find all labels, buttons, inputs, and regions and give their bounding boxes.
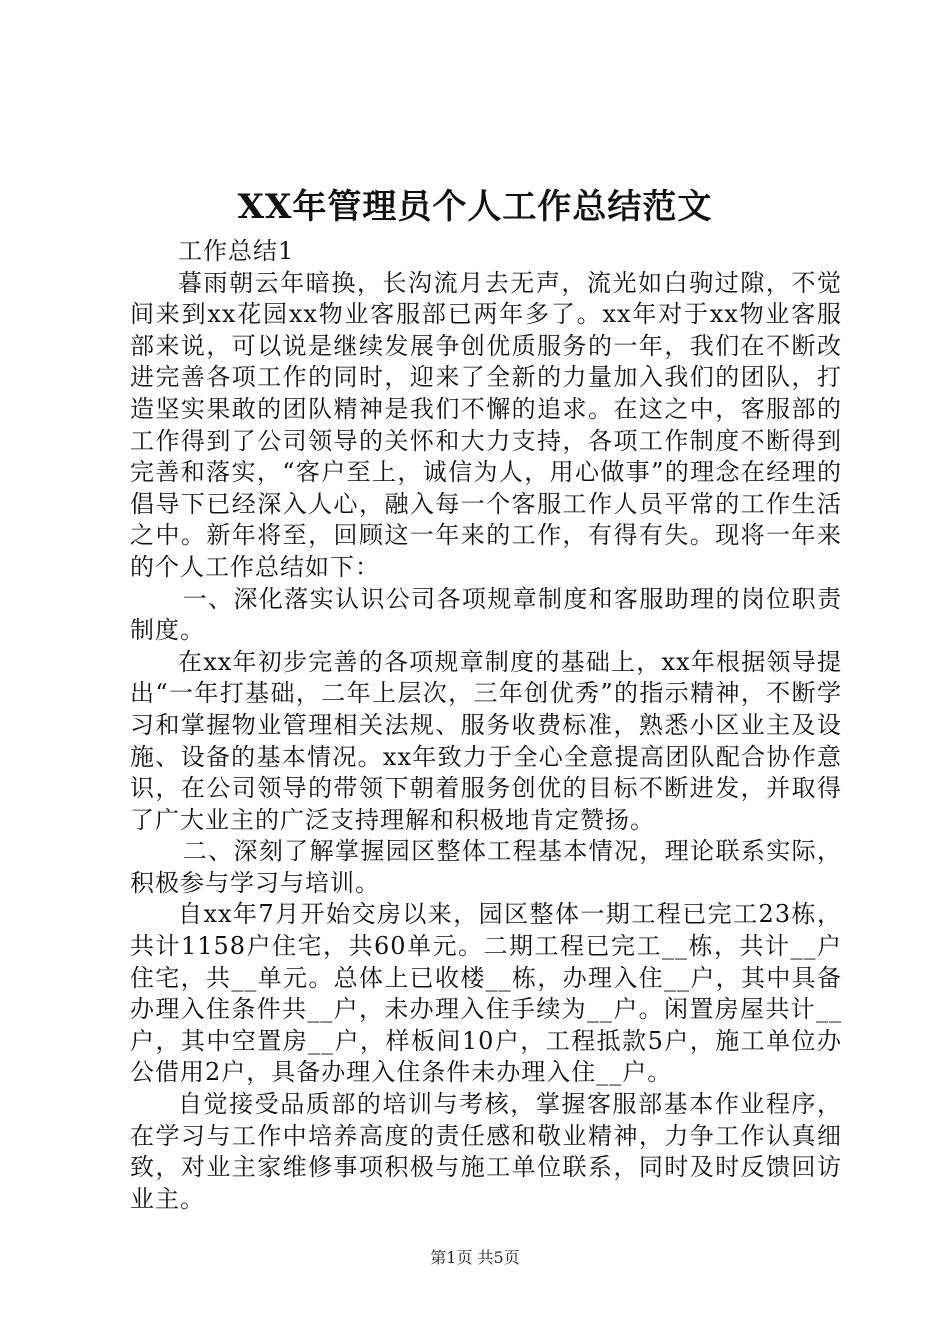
page-number: 第1页 共5页 <box>430 1248 520 1267</box>
paragraph-project: 自xx年7月开始交房以来，园区整体一期工程已完工23栋，共计1158户住宅，共60单元。二期工程已完工__栋，共计__户住宅，共__单元。总体上已收楼__栋，办理入住__户，其中具备办理入住条件共__户，未办理入住手续为__户。闲置房屋共计__户，其中空置房__户，样板间10户，工程抵款5户，施工单位办公借用2户，具备办理入住条件未办理入住__户。 <box>130 900 842 1087</box>
section-heading-2: 二、深刻了解掌握园区整体工程基本情况，理论联系实际，积极参与学习与培训。 <box>130 837 842 897</box>
paragraph-rules: 在xx年初步完善的各项规章制度的基础上，xx年根据领导提出“一年打基础，二年上层次，三年创优秀”的指示精神，不断学习和掌握物业管理相关法规、服务收费标准，熟悉小区业主及设施、设备的基本情况。xx年致力于全心全意提高团队配合协作意识，在公司领导的带领下朝着服务创优的目标不断进发，并取得了广大业主的广泛支持理解和积极地肯定赞扬。 <box>130 647 842 834</box>
section-heading-1: 一、深化落实认识公司各项规章制度和客服助理的岗位职责制度。 <box>130 584 842 645</box>
paragraph-training: 自觉接受品质部的培训与考核，掌握客服部基本作业程序，在学习与工作中培养高度的责任感和敬业精神，力争工作认真细致，对业主家维修事项积极与施工单位联系，同时及时反馈回访业主。 <box>130 1090 842 1213</box>
section-label: 工作总结1 <box>178 237 295 265</box>
paragraph-intro: 暮雨朝云年暗换，长沟流月去无声，流光如白驹过隙，不觉间来到xx花园xx物业客服部已两年多了。xx年对于xx物业客服部来说，可以说是继续发展争创优质服务的一年，我们在不断改进完善各项工作的同时，迎来了全新的力量加入我们的团队，打造坚实果敢的团队精神是我们不懈的追求。在这之中，客服部的工作得到了公司领导的关怀和大力支持，各项工作制度不断得到完善和落实，“客户至上，诚信为人，用心做事”的理念在经理的倡导下已经深入人心，融入每一个客服工作人员平常的工作生活之中。新年将至，回顾这一年来的工作，有得有失。现将一年来的个人工作总结如下： <box>130 268 842 581</box>
document-body <box>130 236 842 1215</box>
document-title: XX年管理员个人工作总结范文 <box>237 187 713 227</box>
